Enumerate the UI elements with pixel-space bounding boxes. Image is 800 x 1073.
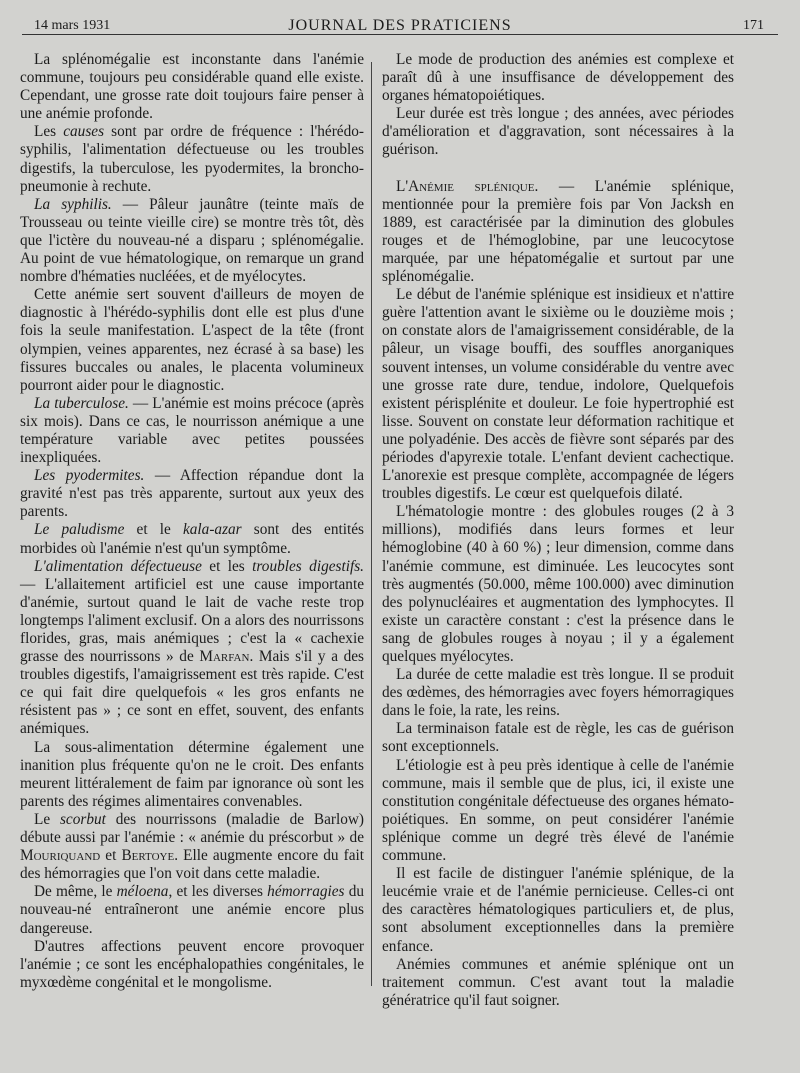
paragraph: Le paludisme et le kala-azar sont des entités morbides où l'anémie n'est qu'un symptôme. xyxy=(20,521,364,557)
italic-term: L'alimentation défectueuse xyxy=(34,557,202,575)
italic-term: kala-azar xyxy=(182,521,242,539)
section-heading-paragraph: L'Anémie splénique. — L'anémie splénique, mentionnée pour la première fois par Von Jacksh en 1889, est caractérisée par la diminution des globules rouges et de l'hémoglobine, par une leucocytose marquée, par une hépatomégalie et surtout par une splénomégalie. xyxy=(382,177,734,286)
paragraph: Cette anémie sert souvent d'ailleurs de moyen de diagnostic à l'hérédo-syphilis dont elle est plus d'une fois la seule manifestation. L'aspect de la tête (front olympien, veines apparentes, nez écrasé à sa base) les fissures buccales ou anales, le placenta volumineux pourront aider pour le diagnostic. xyxy=(20,286,364,394)
italic-term: La syphilis. xyxy=(34,195,112,213)
italic-term: causes xyxy=(63,123,105,141)
journal-title: JOURNAL DES PRATICIENS xyxy=(288,17,512,34)
italic-term: Les pyodermites. xyxy=(34,467,145,485)
italic-term: troubles digestifs. xyxy=(252,557,364,575)
paragraph: La durée de cette maladie est très longue. Il se produit des œdèmes, des hémorragies avec foyers hémorragiques dans le foie, la rate, les reins. xyxy=(382,666,734,720)
right-column xyxy=(382,51,734,1010)
paragraph: De même, le méloena, et les diverses hémorragies du nouveau-né entraîneront une anémie encore plus dangereuse. xyxy=(20,883,364,937)
paragraph: D'autres affections peuvent encore provoquer l'anémie ; ce sont les encéphalopathies congénitales, le myxœdème congénital et le mongolisme. xyxy=(20,937,364,991)
paragraph: Le mode de production des anémies est complexe et paraît dû à une insuffisance de développement des organes hématopoiétiques. xyxy=(382,51,734,105)
running-header xyxy=(22,12,778,34)
paragraph: Anémies communes et anémie splénique ont un traitement commun. C'est avant tout la maladie génératrice qu'il faut soigner. xyxy=(382,955,734,1009)
paragraph: La sous-alimentation détermine également une inanition plus fréquente qu'on ne le croit. Des enfants meurent littéralement de faim par ignorance où sont les parents des régimes alimentaires convenables. xyxy=(20,738,364,810)
italic-term: méloena xyxy=(116,883,169,901)
column-divider xyxy=(371,62,372,986)
paragraph: L'alimentation défectueuse et les troubles digestifs. — L'allaitement artificiel est une cause importante d'anémie, surtout quand le lait de vache reste trop longtemps l'aliment exclusif. On a alors des nourrissons florides, gras, mais anémiques ; c'est la « cachexie grasse des nourrissons » de Marfan. Mais s'il y a des troubles digestifs, l'amaigrissement est très rapide. C'est ce qui fait dire quelquefois « les gros enfants ne résistent pas » ; ce sont en effet, souvent, des enfants anémiques. xyxy=(20,557,364,738)
paragraph: L'étiologie est à peu près identique à celle de l'anémie commune, mais il semble que de plus, ici, il existe une constitution congénitale défectueuse des organes hémato-poiétiques. En somme, on peut considérer l'anémie splénique comme un degré très élevé de l'anémie commune. xyxy=(382,756,734,865)
paragraph: Les causes sont par ordre de fréquence : l'hérédo-syphilis, l'alimentation défectueuse ou les troubles digestifs, la tuberculose, les pyodermites, la broncho-pneumonie à rechute. xyxy=(20,123,364,195)
paragraph: Le début de l'anémie splénique est insidieux et n'attire guère l'attention avant le sixième ou le douzième mois ; on constate alors de l'amaigrissement considérable, de la pâleur, un visage bouffi, des souffles anorganiques souvent intenses, un volume considérable du ventre avec une grosse rate dure, tendue, indolore, Quelquefois existent périsplénite et douleur. Le foie hypertrophié est lisse. Souvent on constate leur déformation rachitique et une polyadénie. Des accès de fièvre sont séparés par des périodes d'apyrexie totale. L'enfant devient cachectique. L'anorexie est presque complète, accompagnée de légers troubles digestifs. Le cœur est quelquefois dilaté. xyxy=(382,286,734,503)
paragraph: La syphilis. — Pâleur jaunâtre (teinte maïs de Trousseau ou teinte vieille cire) se montre très tôt, dès que l'ictère du nouveau-né a disparu ; splénomégalie. Au point de vue hématologique, on remarque un grand nombre d'hématies nucléées, et de myélocytes. xyxy=(20,195,365,286)
italic-term: scorbut xyxy=(59,810,106,828)
paragraph: Il est facile de distinguer l'anémie splénique, de la leucémie vraie et de l'anémie pernicieuse. Celles-ci ont des caractères hématologiques particuliers et, de plus, sont absolument exceptionnelles dans la première enfance. xyxy=(382,865,734,955)
paragraph: La terminaison fatale est de règle, les cas de guérison sont exceptionnels. xyxy=(382,720,734,756)
author-name: Bertoye xyxy=(121,847,175,865)
author-name: Mouriquand xyxy=(20,847,101,865)
paragraph: L'hématologie montre : des globules rouges (2 à 3 millions), modifiés dans leurs formes et leur hémoglobine (40 à 60 %) ; leur dimension, comme dans l'anémie commune, est diminuée. Les leucocytes sont très augmentés (50.000, même 100.000) avec diminution des polynucléaires et augmentation des lymphocytes. Il existe un caractère constant : c'est la présence dans le sang de globules rouges à noyau ; il y a également quelques myélocytes. xyxy=(382,503,734,665)
section-title: L'Anémie splénique xyxy=(396,177,535,195)
left-column xyxy=(20,51,364,992)
author-name: Marfan xyxy=(199,648,250,666)
italic-term: La tuberculose. xyxy=(34,394,129,412)
italic-term: hémorragies xyxy=(267,883,345,901)
paragraph: Le scorbut des nourrissons (maladie de Barlow) débute aussi par l'anémie : « anémie du préscorbut » de Mouriquand et Bertoye. Elle augmente encore du fait des hémorragies que l'on voit dans cette maladie. xyxy=(20,810,364,883)
paragraph: La tuberculose. — L'anémie est moins précoce (après six mois). Dans ce cas, le nourrisson anémique a une température variable avec petites poussées inexpliquées. xyxy=(20,394,364,467)
paragraph: Leur durée est très longue ; des années, avec périodes d'amélioration et d'aggravation, sont nécessaires à la guérison. xyxy=(382,105,734,159)
paragraph: Les pyodermites. — Affection répandue dont la gravité n'est pas très apparente, surtout aux yeux des parents. xyxy=(20,467,364,521)
page-number: 171 xyxy=(743,18,764,33)
paragraph: La splénomégalie est inconstante dans l'anémie commune, toujours peu considérable quand elle existe. Cependant, une grosse rate doit toujours faire penser à une anémie profonde. xyxy=(20,51,364,123)
header-rule xyxy=(22,34,778,35)
italic-term: Le paludisme xyxy=(34,521,125,539)
issue-date: 14 mars 1931 xyxy=(34,18,111,33)
